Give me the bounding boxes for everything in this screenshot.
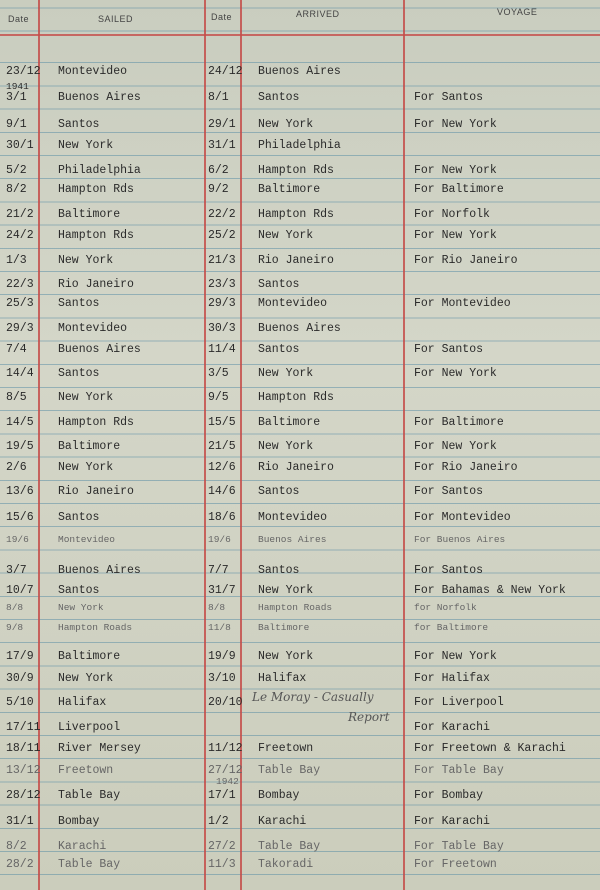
arrived-date: 15/5	[208, 416, 236, 429]
arrived-port: New York	[258, 650, 314, 663]
sailed-date: 17/11	[6, 721, 41, 734]
voyage-note: For Rio Janeiro	[414, 254, 518, 267]
sailed-date: 13/6	[6, 485, 34, 498]
arrived-date: 21/3	[208, 254, 236, 267]
sailed-port: Liverpool	[58, 721, 121, 734]
sailed-port: Freetown	[58, 764, 114, 777]
arrived-date: 17/1	[208, 789, 236, 802]
sailed-port: Santos	[58, 297, 100, 310]
sailed-port: Hampton Rds	[58, 229, 134, 242]
year-mark-1941: 1941	[6, 81, 29, 92]
voyage-note: For Baltimore	[414, 183, 504, 196]
sailed-port: New York	[58, 602, 104, 613]
arrived-date: 25/2	[208, 229, 236, 242]
voyage-note: For Bahamas & New York	[414, 584, 566, 597]
column-divider	[38, 0, 40, 890]
arrived-port: New York	[258, 229, 314, 242]
sailed-date: 3/1	[6, 91, 27, 104]
sailed-port: River Mersey	[58, 742, 141, 755]
sailed-date: 10/7	[6, 584, 34, 597]
arrived-date: 9/5	[208, 391, 229, 404]
arrived-date: 19/9	[208, 650, 236, 663]
year-mark-1942: 1942	[216, 776, 239, 787]
voyage-note: For Norfolk	[414, 208, 490, 221]
voyage-note: for Baltimore	[414, 622, 489, 633]
arrived-date: 24/12	[208, 65, 243, 78]
sailed-date: 3/7	[6, 564, 27, 577]
sailed-date: 19/5	[6, 440, 34, 453]
arrived-date: 23/3	[208, 278, 236, 291]
arrived-date: 12/6	[208, 461, 236, 474]
arrived-date: 14/6	[208, 485, 236, 498]
voyage-note: For New York	[414, 229, 497, 242]
arrived-date: 1/2	[208, 815, 229, 828]
sailed-port: Hampton Rds	[58, 416, 134, 429]
arrived-date: 3/5	[208, 367, 229, 380]
arrived-date: 30/3	[208, 322, 236, 335]
arrived-date: 21/5	[208, 440, 236, 453]
arrived-date: 7/7	[208, 564, 229, 577]
voyage-note: For Freetown & Karachi	[414, 742, 566, 755]
arrived-date: 18/6	[208, 511, 236, 524]
sailed-port: Hampton Roads	[58, 622, 133, 633]
sailed-port: New York	[58, 391, 114, 404]
arrived-port: Philadelphia	[258, 139, 341, 152]
voyage-note: For Santos	[414, 485, 484, 498]
voyage-note: For New York	[414, 118, 497, 131]
arrived-port: Baltimore	[258, 416, 321, 429]
sailed-port: Santos	[58, 584, 100, 597]
arrived-port: Buenos Aires	[258, 65, 341, 78]
sailed-date: 30/1	[6, 139, 34, 152]
sailed-port: Philadelphia	[58, 164, 141, 177]
sailed-port: Rio Janeiro	[58, 485, 134, 498]
sailed-port: Rio Janeiro	[58, 278, 134, 291]
arrived-port: Hampton Rds	[258, 391, 334, 404]
arrived-port: New York	[258, 584, 314, 597]
arrived-date: 29/3	[208, 297, 236, 310]
voyage-note: For Santos	[414, 343, 484, 356]
sailed-date: 8/8	[6, 602, 24, 613]
voyage-note: For Table Bay	[414, 764, 504, 777]
sailed-date: 25/3	[6, 297, 34, 310]
voyage-note: For Liverpool	[414, 696, 504, 709]
sailed-port: Bombay	[58, 815, 100, 828]
sailed-date: 14/4	[6, 367, 34, 380]
voyage-note: For New York	[414, 440, 497, 453]
voyage-note: for Norfolk	[414, 602, 477, 613]
sailed-port: Buenos Aires	[58, 343, 141, 356]
sailed-port: Buenos Aires	[58, 564, 141, 577]
sailed-port: Table Bay	[58, 789, 121, 802]
arrived-port: Hampton Rds	[258, 208, 334, 221]
arrived-port: Montevideo	[258, 511, 328, 524]
header-date-arrived: Date	[211, 12, 233, 22]
voyage-note: For New York	[414, 164, 497, 177]
header-date-sailed: Date	[8, 14, 30, 24]
header-sailed: SAILED	[98, 14, 134, 24]
arrived-date: 11/4	[208, 343, 236, 356]
sailed-date: 30/9	[6, 672, 34, 685]
column-divider	[240, 0, 242, 890]
arrived-port: Santos	[258, 91, 300, 104]
arrived-date: 31/1	[208, 139, 236, 152]
voyage-note: For Montevideo	[414, 297, 511, 310]
sailed-port: Halifax	[58, 696, 107, 709]
voyage-note: For Baltimore	[414, 416, 504, 429]
arrived-date: 8/1	[208, 91, 229, 104]
arrived-date: 22/2	[208, 208, 236, 221]
sailed-date: 8/2	[6, 840, 27, 853]
arrived-date: 11/3	[208, 858, 236, 871]
voyage-note: For Freetown	[414, 858, 497, 871]
sailed-port: New York	[58, 461, 114, 474]
sailed-date: 5/2	[6, 164, 27, 177]
sailed-port: Table Bay	[58, 858, 121, 871]
column-divider	[204, 0, 206, 890]
header-rule	[0, 34, 600, 36]
voyage-note: For New York	[414, 367, 497, 380]
voyage-note: For New York	[414, 650, 497, 663]
sailed-date: 9/1	[6, 118, 27, 131]
sailed-port: Hampton Rds	[58, 183, 134, 196]
voyage-note: For Rio Janeiro	[414, 461, 518, 474]
arrived-port: Santos	[258, 343, 300, 356]
arrived-date: 27/12	[208, 764, 243, 777]
arrived-port: Rio Janeiro	[258, 254, 334, 267]
sailed-date: 21/2	[6, 208, 34, 221]
arrived-port: New York	[258, 440, 314, 453]
sailed-port: New York	[58, 139, 114, 152]
sailed-port: Santos	[58, 511, 100, 524]
arrived-port: Buenos Aires	[258, 322, 341, 335]
sailed-date: 15/6	[6, 511, 34, 524]
sailed-date: 7/4	[6, 343, 27, 356]
arrived-port: New York	[258, 118, 314, 131]
sailed-port: Karachi	[58, 840, 107, 853]
sailed-port: Baltimore	[58, 650, 121, 663]
sailed-port: Montevideo	[58, 534, 116, 545]
voyage-note: For Table Bay	[414, 840, 504, 853]
sailed-date: 17/9	[6, 650, 34, 663]
sailed-date: 13/12	[6, 764, 41, 777]
voyage-note: For Bombay	[414, 789, 484, 802]
column-divider	[403, 0, 405, 890]
sailed-date: 9/8	[6, 622, 24, 633]
handwritten-note-report: Report	[348, 710, 390, 724]
sailed-port: New York	[58, 254, 114, 267]
arrived-port: Santos	[258, 564, 300, 577]
voyage-note: For Karachi	[414, 815, 490, 828]
arrived-port: Hampton Rds	[258, 164, 334, 177]
arrived-date: 6/2	[208, 164, 229, 177]
sailed-date: 28/12	[6, 789, 41, 802]
sailed-port: Buenos Aires	[58, 91, 141, 104]
arrived-date: 8/8	[208, 602, 226, 613]
voyage-note: For Santos	[414, 564, 484, 577]
arrived-port: Table Bay	[258, 764, 321, 777]
arrived-date: 19/6	[208, 534, 231, 545]
arrived-date: 31/7	[208, 584, 236, 597]
arrived-port: Karachi	[258, 815, 307, 828]
sailed-date: 31/1	[6, 815, 34, 828]
sailed-port: Baltimore	[58, 208, 121, 221]
arrived-date: 11/8	[208, 622, 231, 633]
voyage-note: For Halifax	[414, 672, 490, 685]
sailed-port: Baltimore	[58, 440, 121, 453]
arrived-port: Montevideo	[258, 297, 328, 310]
sailed-date: 1/3	[6, 254, 27, 267]
voyage-note: For Buenos Aires	[414, 534, 506, 545]
voyage-note: For Santos	[414, 91, 484, 104]
arrived-port: Halifax	[258, 672, 307, 685]
sailed-date: 18/11	[6, 742, 41, 755]
arrived-port: Baltimore	[258, 622, 310, 633]
arrived-port: Takoradi	[258, 858, 314, 871]
sailed-date: 14/5	[6, 416, 34, 429]
sailed-date: 5/10	[6, 696, 34, 709]
arrived-date: 27/2	[208, 840, 236, 853]
arrived-port: Santos	[258, 278, 300, 291]
arrived-port: Buenos Aires	[258, 534, 327, 545]
arrived-port: Table Bay	[258, 840, 321, 853]
sailed-date: 8/5	[6, 391, 27, 404]
voyage-note: For Karachi	[414, 721, 490, 734]
voyage-note: For Montevideo	[414, 511, 511, 524]
sailed-date: 24/2	[6, 229, 34, 242]
arrived-date: 29/1	[208, 118, 236, 131]
arrived-port: Santos	[258, 485, 300, 498]
arrived-date: 11/12	[208, 742, 243, 755]
sailed-port: Santos	[58, 367, 100, 380]
sailed-port: Montevideo	[58, 322, 128, 335]
sailed-date: 28/2	[6, 858, 34, 871]
sailed-date: 19/6	[6, 534, 29, 545]
sailed-date: 29/3	[6, 322, 34, 335]
header-voyage: VOYAGE	[497, 7, 538, 17]
sailed-port: Santos	[58, 118, 100, 131]
sailed-date: 8/2	[6, 183, 27, 196]
arrived-port: Rio Janeiro	[258, 461, 334, 474]
arrived-date: 9/2	[208, 183, 229, 196]
arrived-port: Hampton Roads	[258, 602, 333, 613]
sailed-date: 22/3	[6, 278, 34, 291]
sailed-port: Montevideo	[58, 65, 128, 78]
sailed-date: 23/12	[6, 65, 41, 78]
arrived-port: Baltimore	[258, 183, 321, 196]
sailed-date: 2/6	[6, 461, 27, 474]
header-arrived: ARRIVED	[296, 9, 340, 19]
sailed-port: New York	[58, 672, 114, 685]
arrived-port: Bombay	[258, 789, 300, 802]
arrived-date: 20/10	[208, 696, 243, 709]
arrived-port: New York	[258, 367, 314, 380]
arrived-date: 3/10	[208, 672, 236, 685]
arrived-port: Freetown	[258, 742, 314, 755]
handwritten-note: Le Moray - Casually	[252, 690, 374, 704]
